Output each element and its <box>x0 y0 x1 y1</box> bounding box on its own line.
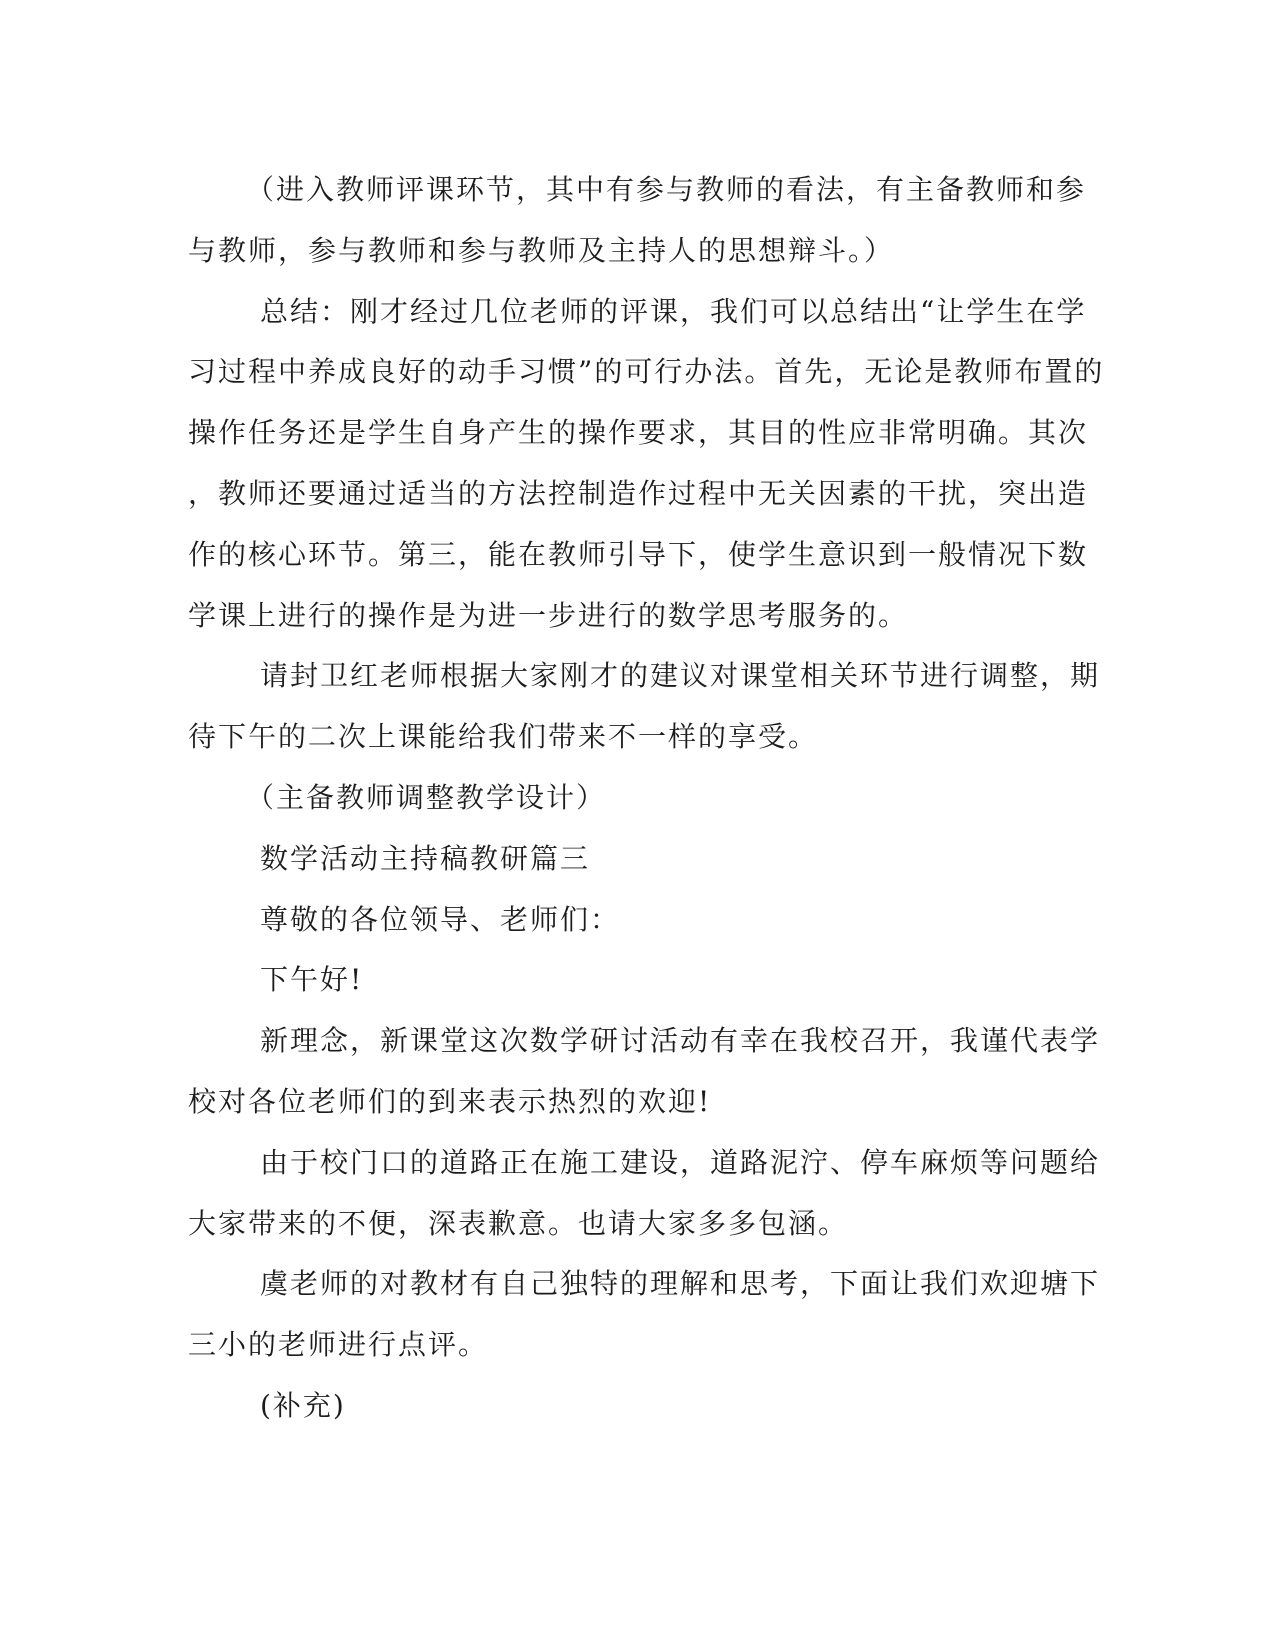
paragraph-line: 大家带来的不便，深表歉意。也请大家多多包涵。 <box>188 1206 849 1240</box>
paragraph-line: 操作任务还是学生自身产生的操作要求，其目的性应非常明确。其次 <box>188 416 1089 450</box>
paragraph-line: 请封卫红老师根据大家刚才的建议对课堂相关环节进行调整，期 <box>260 659 1101 693</box>
paragraph-line: 习过程中养成良好的动手习惯”的可行办法。首先，无论是教师布置的 <box>188 355 1105 389</box>
paragraph-line: （主备教师调整教学设计） <box>246 780 607 814</box>
document-body <box>188 160 1105 1437</box>
paragraph-line: 与教师，参与教师和参与教师及主持人的思想辩斗。） <box>188 233 895 267</box>
paragraph-line: 待下午的二次上课能给我们带来不一样的享受。 <box>188 720 819 754</box>
salutation: 尊敬的各位领导、老师们： <box>260 902 621 936</box>
supplement-note: (补充) <box>260 1388 346 1422</box>
paragraph-line: 由于校门口的道路正在施工建设，道路泥泞、停车麻烦等问题给 <box>260 1145 1101 1179</box>
paragraph-line: （进入教师评课环节，其中有参与教师的看法，有主备教师和参 <box>246 173 1087 206</box>
paragraph-line: 学课上进行的操作是为进一步进行的数学思考服务的。 <box>188 598 909 632</box>
paragraph-line: ，教师还要通过适当的方法控制造作过程中无关因素的干扰，突出造 <box>188 476 1089 510</box>
greeting: 下午好! <box>260 963 364 997</box>
paragraph-line: 三小的老师进行点评。 <box>188 1328 489 1362</box>
paragraph-line: 新理念，新课堂这次数学研讨活动有幸在我校召开，我谨代表学 <box>260 1024 1101 1058</box>
paragraph-line: 校对各位老师们的到来表示热烈的欢迎! <box>188 1084 712 1118</box>
paragraph-line: 总结：刚才经过几位老师的评课，我们可以总结出“让学生在学 <box>260 294 1087 328</box>
section-heading: 数学活动主持稿教研篇三 <box>260 841 591 875</box>
paragraph-line: 虞老师的对教材有自己独特的理解和思考，下面让我们欢迎塘下 <box>260 1267 1101 1301</box>
paragraph-line: 作的核心环节。第三，能在教师引导下，使学生意识到一般情况下数 <box>188 537 1089 571</box>
